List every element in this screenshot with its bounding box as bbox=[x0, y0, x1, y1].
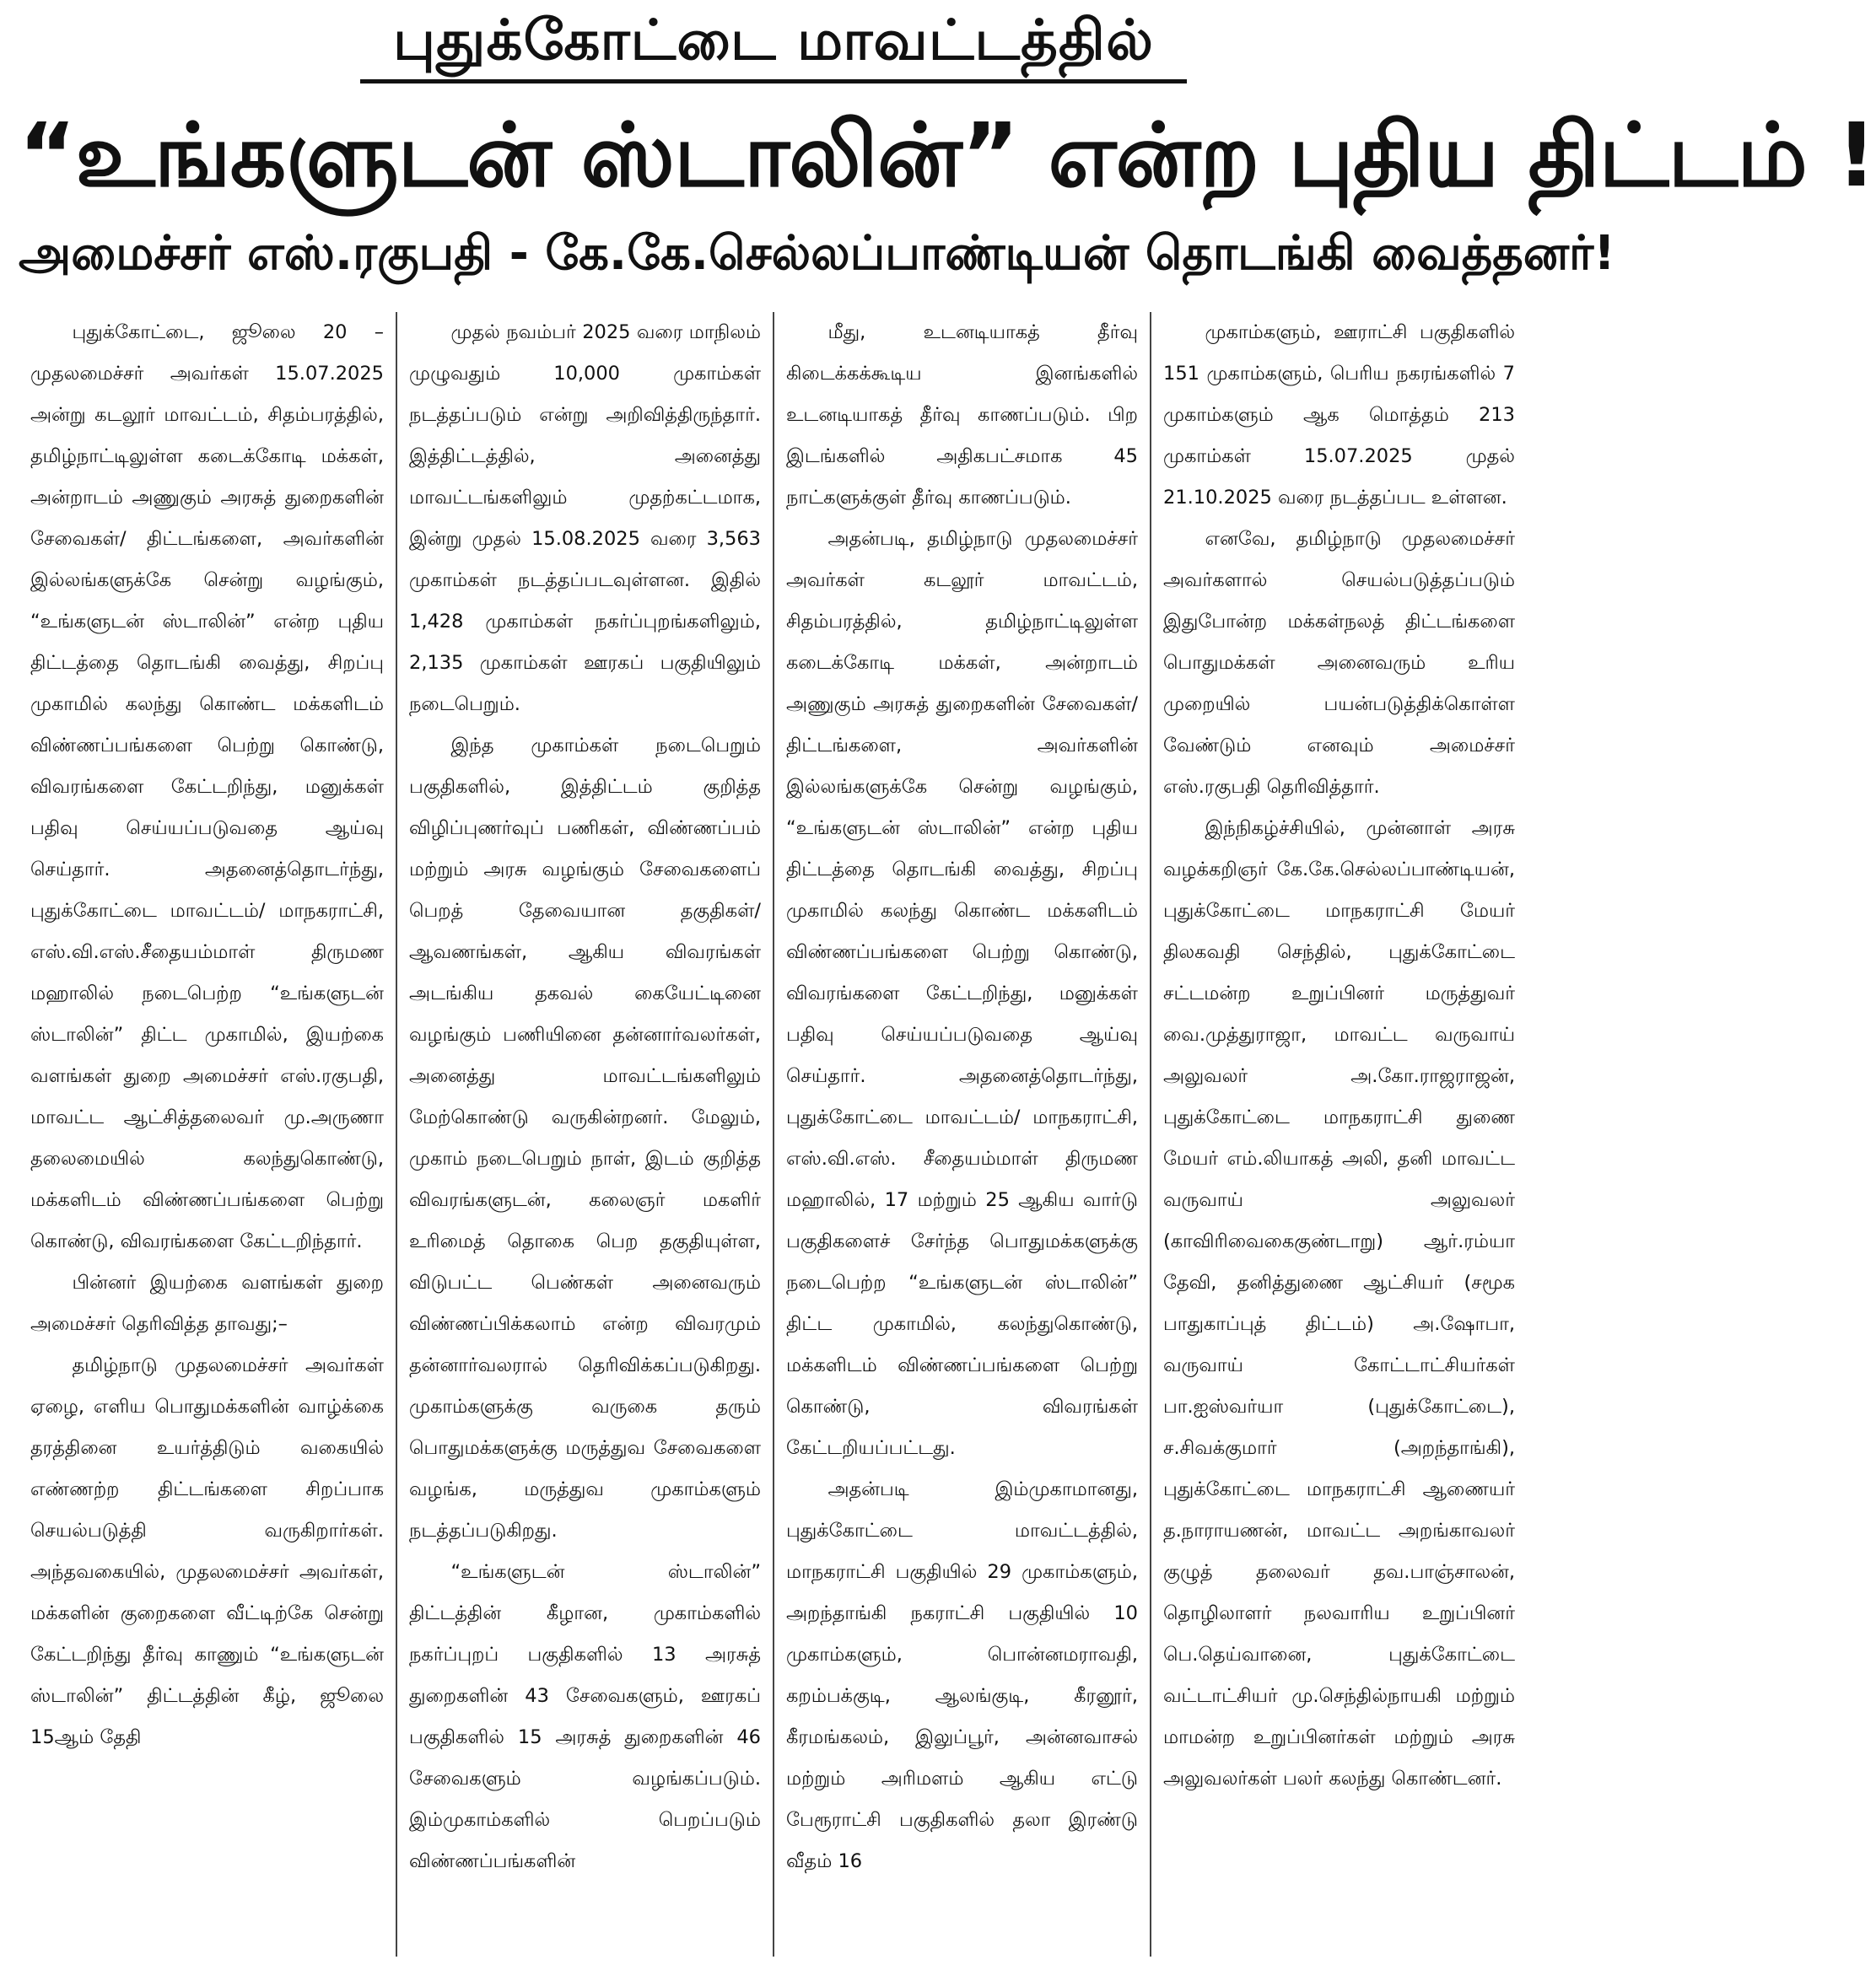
article-column-3 bbox=[773, 312, 1150, 1957]
paragraph: இந்நிகழ்ச்சியில், முன்னாள் அரசு வழக்கறிஞர் கே.கே.செல்லப்பாண்டியன், புதுக்கோட்டை மாநகராட்சி மேயர் திலகவதி செந்தில், புதுக்கோட்டை சட்டமன்ற உறுப்பினர் மருத்துவர் வை.முத்துராஜா, மாவட்ட வருவாய் அலுவலர் அ.கோ.ராஜராஜன், புதுக்கோட்டை மாநகராட்சி துணை மேயர் எம்.லியாகத் அலி, தனி மாவட்ட வருவாய் அலுவலர் (காவிரிவைகைகுண்டாறு) ஆர்.ரம்யா தேவி, தனித்துணை ஆட்சியர் (சமூக பாதுகாப்புத் திட்டம்) அ.ஷோபா, வருவாய் கோட்டாட்சியர்கள் பா.ஐஸ்வர்யா (புதுக்கோட்டை), ச.சிவக்குமார் (அறந்தாங்கி), புதுக்கோட்டை மாநகராட்சி ஆணையர் த.நாராயணன், மாவட்ட அறங்காவலர் குழுத் தலைவர் தவ.பாஞ்சாலன், தொழிலாளர் நலவாரிய உறுப்பினர் பெ.தெய்வானை, புதுக்கோட்டை வட்டாட்சியர் மு.செந்தில்நாயகி மற்றும் மாமன்ற உறுப்பினர்கள் மற்றும் அரசு அலுவலர்கள் பலர் கலந்து கொண்டனர். bbox=[1163, 817, 1515, 1790]
paragraph: இந்த முகாம்கள் நடைபெறும் பகுதிகளில், இத்திட்டம் குறித்த விழிப்புணர்வுப் பணிகள், விண்ணப்பம் மற்றும் அரசு வழங்கும் சேவைகளைப் பெறத் தேவையான தகுதிகள்/ஆவணங்கள், ஆகிய விவரங்கள் அடங்கிய தகவல் கையேட்டினை வழங்கும் பணியினை தன்னார்வலர்கள், அனைத்து மாவட்டங்களிலும் மேற்கொண்டு வருகின்றனர். மேலும், முகாம் நடைபெறும் நாள், இடம் குறித்த விவரங்களுடன், கலைஞர் மகளிர் உரிமைத் தொகை பெற தகுதியுள்ள, விடுபட்ட பெண்கள் அனைவரும் விண்ணப்பிக்கலாம் என்ற விவரமும் தன்னார்வலரால் தெரிவிக்கப்படுகிறது. முகாம்களுக்கு வருகை தரும் பொதுமக்களுக்கு மருத்துவ சேவைகளை வழங்க, மருத்துவ முகாம்களும் நடத்தப்படுகிறது. bbox=[409, 735, 761, 1542]
kicker-underline bbox=[360, 79, 1187, 83]
kicker-heading: புதுக்கோட்டை மாவட்டத்தில் bbox=[393, 8, 1154, 73]
main-headline: “உங்களுடன் ஸ்டாலின்” என்ற புதிய திட்டம் ! bbox=[19, 104, 1876, 207]
paragraph: அதன்படி, தமிழ்நாடு முதலமைச்சர் அவர்கள் கடலூர் மாவட்டம், சிதம்பரத்தில், தமிழ்நாட்டிலுள்ள கடைக்கோடி மக்கள், அன்றாடம் அணுகும் அரசுத் துறைகளின் சேவைகள்/ திட்டங்களை, அவர்களின் இல்லங்களுக்கே சென்று வழங்கும், “உங்களுடன் ஸ்டாலின்” என்ற புதிய திட்டத்தை தொடங்கி வைத்து, சிறப்பு முகாமில் கலந்து கொண்ட மக்களிடம் விண்ணப்பங்களை பெற்று கொண்டு, விவரங்களை கேட்டறிந்து, மனுக்கள் பதிவு செய்யப்படுவதை ஆய்வு செய்தார். அதனைத்தொடர்ந்து, புதுக்கோட்டை மாவட்டம்/ மாநகராட்சி, எஸ்.வி.எஸ். சீதையம்மாள் திருமண மஹாலில், 17 மற்றும் 25 ஆகிய வார்டு பகுதிகளைச் சேர்ந்த பொதுமக்களுக்கு நடைபெற்ற “உங்களுடன் ஸ்டாலின்” திட்ட முகாமில், கலந்துகொண்டு, மக்களிடம் விண்ணப்பங்களை பெற்று கொண்டு, விவரங்கள் கேட்டறியப்பட்டது. bbox=[786, 528, 1138, 1459]
paragraph: எனவே, தமிழ்நாடு முதலமைச்சர் அவர்களால் செயல்படுத்தப்படும் இதுபோன்ற மக்கள்நலத் திட்டங்களை பொதுமக்கள் அனைவரும் உரிய முறையில் பயன்படுத்திக்கொள்ள வேண்டும் எனவும் அமைச்சர் எஸ்.ரகுபதி தெரிவித்தார். bbox=[1163, 528, 1515, 798]
subheadline: அமைச்சர் எஸ்.ரகுபதி - கே.கே.செல்லப்பாண்டியன் தொடங்கி வைத்தனர்! bbox=[19, 226, 1615, 281]
article-column-4 bbox=[1150, 312, 1527, 1957]
article-column-2 bbox=[396, 312, 773, 1957]
paragraph: முதல் நவம்பர் 2025 வரை மாநிலம் முழுவதும் 10,000 முகாம்கள் நடத்தப்படும் என்று அறிவித்திருந்தார். இத்திட்டத்தில், அனைத்து மாவட்டங்களிலும் முதற்கட்டமாக, இன்று முதல் 15.08.2025 வரை 3,563 முகாம்கள் நடத்தப்படவுள்ளன. இதில் 1,428 முகாம்கள் நகர்ப்புறங்களிலும், 2,135 முகாம்கள் ஊரகப் பகுதியிலும் நடைபெறும். bbox=[409, 321, 761, 715]
paragraph: அதன்படி இம்முகாமானது, புதுக்கோட்டை மாவட்டத்தில், மாநகராட்சி பகுதியில் 29 முகாம்களும், அறந்தாங்கி நகராட்சி பகுதியில் 10 முகாம்களும், பொன்னமராவதி, கறம்பக்குடி, ஆலங்குடி, கீரனூர், கீரமங்கலம், இலுப்பூர், அன்னவாசல் மற்றும் அரிமளம் ஆகிய எட்டு பேரூராட்சி பகுதிகளில் தலா இரண்டு வீதம் 16 bbox=[786, 1478, 1138, 1872]
paragraph: மீது, உடனடியாகத் தீர்வு கிடைக்கக்கூடிய இனங்களில் உடனடியாகத் தீர்வு காணப்படும். பிற இடங்களில் அதிகபட்சமாக 45 நாட்களுக்குள் தீர்வு காணப்படும். bbox=[786, 321, 1138, 509]
paragraph: “உங்களுடன் ஸ்டாலின்” திட்டத்தின் கீழான, முகாம்களில் நகர்ப்புறப் பகுதிகளில் 13 அரசுத் துறைகளின் 43 சேவைகளும், ஊரகப் பகுதிகளில் 15 அரசுத் துறைகளின் 46 சேவைகளும் வழங்கப்படும். இம்முகாம்களில் பெறப்படும் விண்ணப்பங்களின் bbox=[409, 1561, 761, 1872]
paragraph: பின்னர் இயற்கை வளங்கள் துறை அமைச்சர் தெரிவித்த தாவது;– bbox=[30, 1272, 384, 1335]
article-column-1 bbox=[19, 312, 396, 1957]
paragraph: புதுக்கோட்டை, ஜூலை 20 – முதலமைச்சர் அவர்கள் 15.07.2025 அன்று கடலூர் மாவட்டம், சிதம்பரத்தில், தமிழ்நாட்டிலுள்ள கடைக்கோடி மக்கள், அன்றாடம் அணுகும் அரசுத் துறைகளின் சேவைகள்/ திட்டங்களை, அவர்களின் இல்லங்களுக்கே சென்று வழங்கும், “உங்களுடன் ஸ்டாலின்” என்ற புதிய திட்டத்தை தொடங்கி வைத்து, சிறப்பு முகாமில் கலந்து கொண்ட மக்களிடம் விண்ணப்பங்களை பெற்று கொண்டு, விவரங்களை கேட்டறிந்து, மனுக்கள் பதிவு செய்யப்படுவதை ஆய்வு செய்தார். அதனைத்தொடர்ந்து, புதுக்கோட்டை மாவட்டம்/ மாநகராட்சி, எஸ்.வி.எஸ்.சீதையம்மாள் திருமண மஹாலில் நடைபெற்ற “உங்களுடன் ஸ்டாலின்” திட்ட முகாமில், இயற்கை வளங்கள் துறை அமைச்சர் எஸ்.ரகுபதி, மாவட்ட ஆட்சித்தலைவர் மு.அருணா தலைமையில் கலந்துகொண்டு, மக்களிடம் விண்ணப்பங்களை பெற்று கொண்டு, விவரங்களை கேட்டறிந்தார். bbox=[30, 321, 384, 1252]
paragraph: தமிழ்நாடு முதலமைச்சர் அவர்கள் ஏழை, எளிய பொதுமக்களின் வாழ்க்கை தரத்தினை உயர்த்திடும் வகையில் எண்ணற்ற திட்டங்களை சிறப்பாக செயல்படுத்தி வருகிறார்கள். அந்தவகையில், முதலமைச்சர் அவர்கள், மக்களின் குறைகளை வீட்டிற்கே சென்று கேட்டறிந்து தீர்வு காணும் “உங்களுடன் ஸ்டாலின்” திட்டத்தின் கீழ், ஜூலை 15ஆம் தேதி bbox=[30, 1354, 384, 1748]
article-body bbox=[19, 312, 1528, 1957]
paragraph: முகாம்களும், ஊராட்சி பகுதிகளில் 151 முகாம்களும், பெரிய நகரங்களில் 7 முகாம்களும் ஆக மொத்தம் 213 முகாம்கள் 15.07.2025 முதல் 21.10.2025 வரை நடத்தப்பட உள்ளன. bbox=[1163, 321, 1515, 509]
